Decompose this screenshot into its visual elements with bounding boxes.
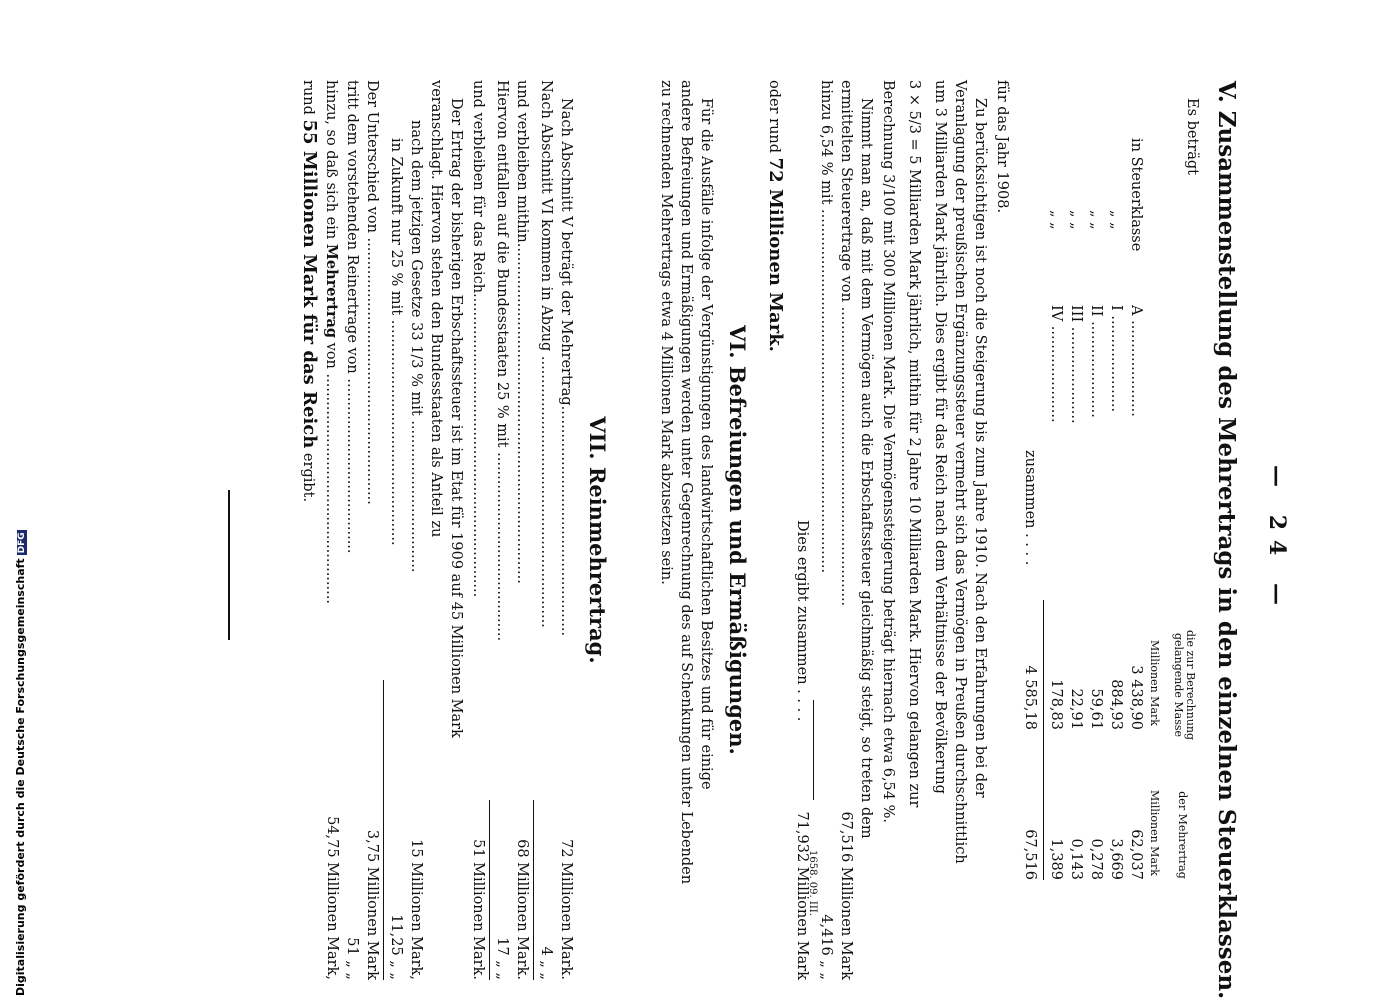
row-class: IV ..................... [1048,305,1064,423]
total-mehrertrag: 67,516 [1022,829,1038,880]
section-vi-line-3: zu rechnenden Mehrertrags etwa 4 Millionen Mark abzusetzen sein. [658,80,674,585]
page-number: — 24 — [1264,465,1290,615]
vii-row-2-value: 4 „ „ [538,946,554,980]
paragraph-line-3: um 3 Milliarden Mark jährlich. Dies ergibt für das Reich nach dem Verhältnisse der Bevölkerung [932,80,948,794]
end-rule [228,490,230,640]
row-masse: 3 438,90 [1128,665,1144,730]
total-masse: 4 585,18 [1022,665,1038,730]
paragraph-line-8-value: 4,416 „ „ [818,914,834,980]
paragraph-line-4: 3 × 5/3 = 5 Milliarden Mark jährlich, mithin für 2 Jahre 10 Milliarden Mark. Hiervon gelangen zur [906,80,922,808]
paragraph-line-1: Zu berücksichtigen ist noch die Steigerung bis zum Jahre 1910. Nach den Erfahrungen bei der [972,98,988,798]
paragraph-line-7-value: 67,516 Millionen Mark [838,811,854,980]
row-mehrertrag: 62,037 [1128,829,1144,880]
sum-rule-2 [813,700,814,800]
vii-row-11: tritt dem vorstehenden Reinertrage von ...................................... [344,80,360,554]
vii-rule-1 [533,800,534,980]
vii-row-1-value: 72 Millionen Mark. [558,839,574,980]
vii-row-5-value: 51 Millionen Mark. [470,839,486,980]
vii-row-12: hinzu, so daß sich ein Mehrertrag von .................................................. [323,80,340,604]
row-prefix: in Steuerklasse [1128,138,1144,252]
row-masse: 178,83 [1048,679,1064,730]
vii-row-8: nach dem jetzigen Gesetze 33 1/3 % mit ................................. [408,120,424,573]
section-vi-heading: VI. Befreiungen und Ermäßigungen. [725,325,750,755]
vii-row-9-value: 11,25 „ „ [388,914,404,980]
dies-ergibt: Dies ergibt zusammen . . . . [794,520,810,722]
row-masse: 59,61 [1088,688,1104,730]
vii-row-4-value: 17 „ „ [494,937,510,980]
vii-row-11-value: 51 „ „ [344,937,360,980]
row-prefix: „ „ [1088,210,1104,230]
unit-millionen-mark-2: Millionen Mark [1148,790,1161,876]
vii-row-8-value: 15 Millionen Mark, [408,839,424,980]
paragraph-line-7: ermittelten Steuerertrage von ................................................................. [838,80,854,607]
row-class: A ..................... [1128,305,1144,417]
row-mehrertrag: 0,143 [1068,838,1084,880]
sum-rule [1043,600,1044,880]
digitization-credit: Digitalisierung gefördert durch die Deutsche ForschungsgemeinschaftDFG [14,532,27,996]
row-prefix: „ „ [1108,210,1124,230]
row-class: II ..................... [1088,305,1104,418]
vii-row-4: Hiervon entfallen auf die Bundesstaaten 25 % mit ......................................... [494,80,510,642]
row-mehrertrag: 0,278 [1088,838,1104,880]
section-v-heading: V. Zusammenstellung des Mehrertrags in den einzelnen Steuerklassen. [1213,80,1240,1000]
vii-row-10: Der Unterschied von .......................................................... [364,80,380,505]
row-prefix: „ „ [1048,210,1064,230]
zusammen-label: zusammen . . . . [1022,450,1038,566]
unit-millionen-mark-1: Millionen Mark [1148,640,1161,726]
dies-ergibt-value: 71,932 Millionen Mark [794,811,810,980]
row-class: I ..................... [1108,305,1124,413]
paragraph-line-5: Berechnung 3/100 mit 300 Millionen Mark. Die Vermögenssteigerung beträgt hiernach etwa 6,54 %. [880,80,896,823]
row-prefix: „ „ [1068,210,1084,230]
row-class: III ..................... [1068,305,1084,424]
vii-row-5: und verbleiben für das Reich.................................................................. [470,80,486,598]
vii-row-12-value: 54,75 Millionen Mark, [324,816,340,980]
vii-rule-2 [489,800,490,980]
vii-line-7: veranschlagt. Hiervon stehen den Bundesstaaten als Anteil zu [428,80,444,538]
vii-row-3: und verbleiben mithin.......................................................................... [514,80,530,584]
section-vi-line-1: Für die Ausfälle infolge der Vergünstigungen des landwirtschaftlichen Besitzes und für einige [698,98,714,790]
paragraph-line-8: hinzu 6,54 % mit ............................................................................... [818,80,834,574]
vii-row-10-value: 3,75 Millionen Mark [364,829,380,980]
shelf-mark: 1658. 09. III. [807,850,818,916]
vii-row-9: in Zukunft nur 25 % mit ................................................. [388,138,404,546]
col-header-masse: die zur Berechnung gelangende Masse [1172,629,1197,741]
vii-row-3-value: 68 Millionen Mark. [514,839,530,980]
rotated-page-content [300,80,1300,1000]
es-betraegt: Es beträgt [1184,98,1200,176]
row-mehrertrag: 1,389 [1048,838,1064,880]
oder-rund-line: oder rund 72 Millionen Mark. [765,80,786,352]
dfg-logo: DFG [17,532,27,554]
paragraph-line-2: Veranlagung der preußischen Ergänzungssteuer vermehrt sich das Vermögen in Preußen durchschnittlich [952,80,968,864]
row-mehrertrag: 3,669 [1108,838,1124,880]
vii-row-1: Nach Abschnitt V beträgt der Mehrertrag.................................................. [558,98,574,637]
section-vii-heading: VII. Reinmehrertrag. [585,416,610,664]
row-masse: 22,91 [1068,688,1084,730]
vii-row-2: Nach Abschnitt VI kommen in Abzug ........................................................... [538,80,554,628]
row-masse: 884,93 [1108,679,1124,730]
vii-line-6: Der Ertrag der bisherigen Erbschaftssteuer ist im Etat für 1909 auf 45 Millionen Mark [448,98,464,738]
section-vi-line-2: andere Befreiungen und Ermäßigungen werden unter Gegenrechnung des auf Schenkungen unter Lebenden [678,80,694,885]
fuer-das-jahr: für das Jahr 1908. [994,80,1010,214]
col-header-mehrertrag: der Mehrertrag [1176,791,1189,879]
paragraph-line-6: Nimmt man an, daß mit dem Vermögen auch die Erbschaftssteuer gleichmäßig steigt, so treten dem [858,98,874,839]
vii-final-line: rund 55 Millionen Mark für das Reich ergibt. [299,80,320,503]
vii-rule-3 [383,680,384,980]
